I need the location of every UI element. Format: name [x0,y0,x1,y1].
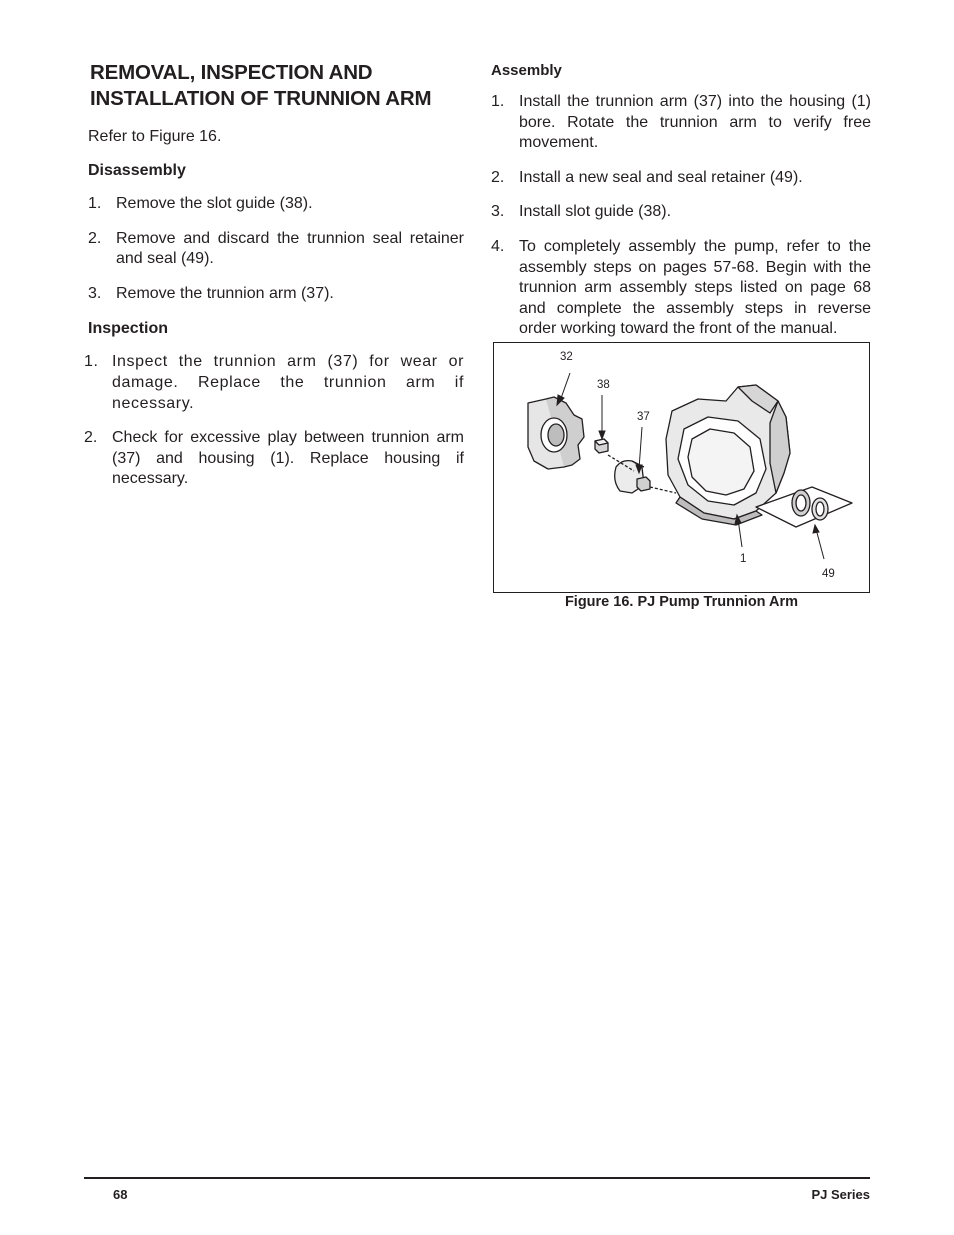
step-number: 1. [88,195,102,212]
disassembly-step [88,284,464,305]
disassembly-list [88,194,464,304]
page-number: 68 [113,1187,128,1202]
inspection-heading: Inspection [88,320,169,338]
assembly-heading: Assembly [491,62,562,79]
step-text: Install the trunnion arm (37) into the housing (1) bore. Rotate the trunnion arm to verify free movement. [519,93,871,152]
part-38-drawing [595,439,608,453]
assembly-step [491,168,871,189]
right-column [491,60,871,354]
step-text: Remove the slot guide (38). [116,195,313,212]
step-text: Install slot guide (38). [519,203,672,221]
step-text: Check for excessive play between trunnion arm (37) and housing (1). Replace housing if necessary. [112,429,464,488]
step-number: 4. [491,237,505,255]
callout-32: 32 [560,351,573,363]
callout-37: 37 [637,411,650,423]
figure-16-illustration [493,342,870,593]
step-number: 2. [88,229,102,247]
assembly-list [491,92,871,340]
assembly-step [491,237,871,340]
callout-38: 38 [597,379,610,391]
inspection-step [84,352,464,414]
part-37-drawing [615,461,650,493]
assembly-step [491,202,871,223]
title-line-1: REMOVAL, INSPECTION AND [90,61,373,84]
step-number: 1. [491,93,505,110]
step-number: 1. [84,353,99,371]
step-number: 3. [88,284,102,302]
step-number: 2. [84,429,98,447]
section-title [90,60,464,112]
step-number: 3. [491,203,505,221]
intro-text: Refer to Figure 16. [88,128,222,145]
step-number: 2. [491,168,505,186]
step-text: Remove and discard the trunnion seal retainer and seal (49). [116,229,464,268]
step-text: Remove the trunnion arm (37). [116,284,334,302]
step-text: To completely assembly the pump, refer to the assembly steps on pages 57-68. Begin with the trunnion arm assembly steps listed on page 68 and complete the assembly steps in reverse order working toward the front of the manual. [519,237,871,338]
exploded-view-drawing [494,343,868,591]
series-label: PJ Series [811,1187,870,1202]
disassembly-step [88,194,464,215]
disassembly-step [88,229,464,270]
footer-rule [84,1177,870,1179]
disassembly-heading: Disassembly [88,162,186,179]
inspection-list [84,352,464,490]
step-text: Inspect the trunnion arm (37) for wear or damage. Replace the trunnion arm if necessary. [112,353,464,412]
assembly-step [491,92,871,154]
callout-49: 49 [822,568,835,580]
figure-caption: Figure 16. PJ Pump Trunnion Arm [564,594,799,610]
callout-1: 1 [740,553,747,565]
inspection-step [84,428,464,490]
left-column [84,60,464,504]
step-text: Install a new seal and seal retainer (49). [519,168,803,186]
title-line-2: INSTALLATION OF TRUNNION ARM [90,87,432,110]
part-32-drawing [528,397,584,469]
